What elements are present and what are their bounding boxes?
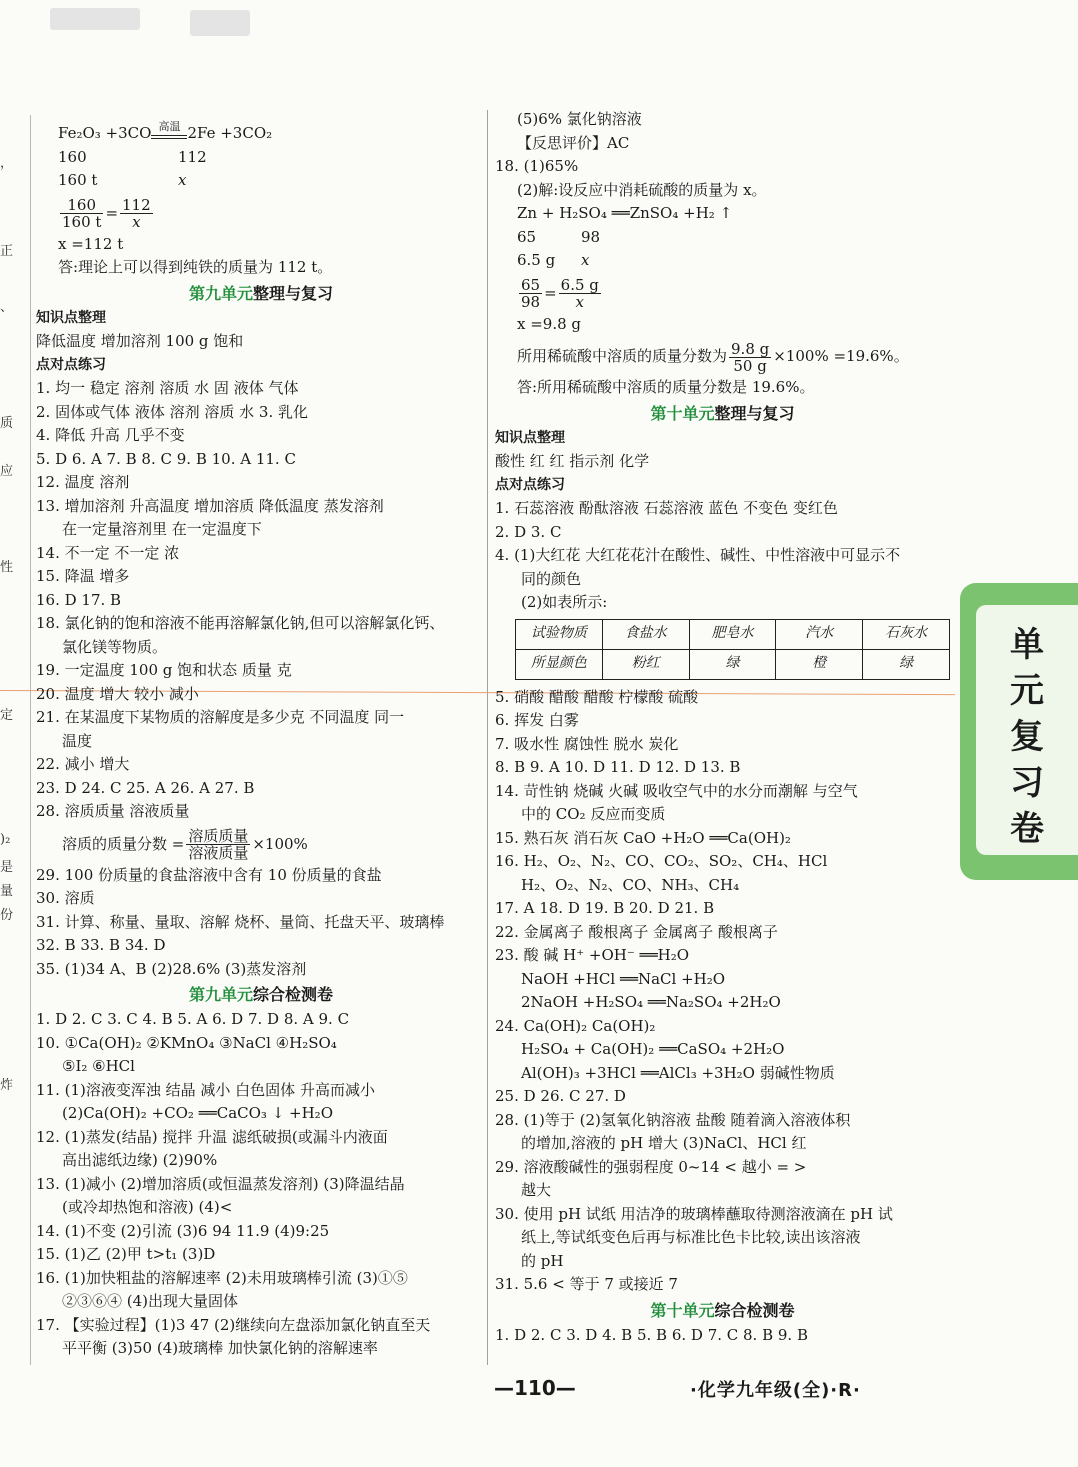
edge-fragment: 炸	[0, 1078, 14, 1093]
tab-char: 单	[1010, 625, 1044, 665]
edge-fragment: 应	[0, 464, 14, 479]
answer-line: 5. D 6. A 7. B 8. C 9. B 10. A 11. C	[36, 449, 296, 468]
answer-line: 22. 金属离子 酸根离子 金属离子 酸根离子	[495, 922, 778, 941]
tab-char: 复	[1010, 717, 1044, 757]
answer-line: 30. 使用 pH 试纸 用洁净的玻璃棒蘸取待测溶液滴在 pH 试	[495, 1204, 893, 1223]
answer-line: 中的 CO₂ 反应而变质	[521, 805, 666, 823]
answer-line: 10. ①Ca(OH)₂ ②KMnO₄ ③NaCl ④H₂SO₄	[36, 1033, 337, 1052]
answer-line: 20. 温度 增大 较小 减小	[36, 684, 199, 703]
answer-line: 温度	[62, 731, 93, 750]
answer-line: 答:所用稀硫酸中溶质的质量分数是 19.6%。	[517, 378, 815, 396]
tab-char: 元	[1010, 671, 1044, 711]
answer-line: 17. 【实验过程】(1)3 47 (2)继续向左盘添加氯化钠直至天	[36, 1315, 431, 1334]
answer-line: 【反思评价】AC	[517, 133, 630, 152]
heading-title: 整理与复习	[253, 283, 334, 303]
answer-line: 6. 挥发 白雾	[495, 711, 579, 729]
answer-line: 平平衡 (3)50 (4)玻璃棒 加快氯化钠的溶解速率	[62, 1339, 378, 1357]
fraction	[186, 828, 250, 861]
answer-line: 29. 溶液酸碱性的强弱程度 0~14 < 越小 = >	[495, 1157, 807, 1176]
answer-line: (2)如表所示:	[521, 593, 608, 611]
proportion-line: $\frac{65}{98}$ = $\frac{6.5 g}{x}$	[521, 276, 599, 311]
answer-line: (或冷却热饱和溶液) (4)<	[62, 1198, 233, 1216]
ratio-value: 160	[58, 147, 87, 166]
answer-line: 17. A 18. D 19. B 20. D 21. B	[495, 899, 715, 917]
equation-line: Zn + H₂SO₄ ══ZnSO₄ +H₂ ↑	[517, 204, 733, 222]
answer-line: 氯化镁等物质。	[62, 637, 168, 656]
ratio-value: 98	[581, 227, 601, 246]
answer-line: 25. D 26. C 27. D	[495, 1087, 626, 1105]
answer-line: 1. 石蕊溶液 酚酞溶液 石蕊溶液 蓝色 不变色 变红色	[495, 499, 838, 517]
answer-line: 纸上,等试纸变色后再与标准比色卡比较,读出该溶液	[521, 1228, 861, 1246]
reaction-arrow	[151, 120, 187, 139]
answer-line: 12. (1)蒸发(结晶) 搅拌 升温 滤纸破损(或漏斗内液面	[36, 1127, 388, 1146]
answer-line: 31. 5.6 < 等于 7 或接近 7	[495, 1275, 678, 1293]
answer-line: 35. (1)34 A、B (2)28.6% (3)蒸发溶剂	[36, 959, 307, 978]
ratio-value: 65	[517, 227, 537, 246]
section-heading	[36, 280, 486, 307]
subheading: 知识点整理	[36, 309, 106, 326]
answer-line: 11. (1)溶液变浑浊 结晶 减小 白色固体 升高而减小	[36, 1080, 375, 1099]
fraction	[120, 197, 153, 230]
answer-line: NaOH +HCl ══NaCl +H₂O	[521, 969, 726, 988]
table-cell: 试验物质	[516, 619, 603, 649]
edge-fragment: 正	[0, 244, 14, 259]
numerator: 6.5 g	[560, 276, 599, 294]
denominator: 溶液质量	[188, 844, 249, 862]
ratio-value: 6.5 g	[517, 251, 556, 269]
answer-line: 14. (1)不变 (2)引流 (3)6 94 11.9 (4)9:25	[36, 1221, 330, 1240]
section-heading	[495, 400, 950, 427]
table-row	[516, 619, 950, 649]
answer-line: 13. (1)减小 (2)增加溶质(或恒温蒸发溶剂) (3)降温结晶	[36, 1174, 405, 1193]
answer-line: 13. 增加溶剂 升高温度 增加溶质 降低温度 蒸发溶剂	[36, 496, 384, 515]
answer-line: 18. (1)65%	[495, 157, 579, 175]
answer-line: 2. D 3. C	[495, 522, 562, 541]
equation-reactants: Fe₂O₃ +3CO	[58, 124, 152, 142]
formula-suffix: ×100%	[252, 834, 308, 853]
answer-line: 高出滤纸边缘) (2)90%	[62, 1151, 218, 1169]
answer-line: 5. 硝酸 醋酸 醋酸 柠檬酸 硫酸	[495, 687, 699, 706]
left-margin-line	[30, 115, 31, 1365]
answer-line: 2NaOH +H₂SO₄ ══Na₂SO₄ +2H₂O	[521, 993, 781, 1011]
answer-line: x =112 t	[58, 234, 124, 253]
answer-line: H₂、O₂、N₂、CO、NH₃、CH₄	[521, 875, 740, 894]
denominator: x	[132, 213, 141, 231]
table-cell: 所显颜色	[516, 649, 603, 679]
equation-line	[36, 122, 486, 146]
answer-line: (2)Ca(OH)₂ +CO₂ ══CaCO₃ ↓ +H₂O	[62, 1104, 333, 1122]
edge-fragment: 份	[0, 908, 14, 923]
right-column	[495, 108, 950, 1347]
fraction	[60, 197, 103, 230]
edge-fragment: ，	[0, 156, 14, 171]
edge-fragment: 、	[0, 300, 14, 315]
table-cell: 绿	[863, 649, 950, 679]
formula-line	[36, 824, 486, 864]
page-number: —110—	[494, 1376, 576, 1400]
answer-line: 14. 苛性钠 烧碱 火碱 吸收空气中的水分而潮解 与空气	[495, 781, 858, 800]
heading-unit: 第十单元	[650, 403, 715, 423]
denominator: 98	[521, 293, 541, 311]
ratio-line	[36, 146, 486, 170]
answer-line: ⑤I₂ ⑥HCl	[62, 1057, 135, 1075]
subheading: 知识点整理	[495, 429, 565, 446]
answer-line: 15. 降温 增多	[36, 567, 130, 585]
heading-title: 整理与复习	[714, 403, 795, 423]
formula-suffix: ×100% =19.6%。	[773, 347, 909, 365]
tab-char: 卷	[1010, 809, 1044, 849]
fraction	[559, 277, 601, 310]
subheading: 点对点练习	[495, 476, 565, 493]
answer-line: 31. 计算、称量、量取、溶解 烧杯、量筒、托盘天平、玻璃棒	[36, 912, 445, 931]
answer-line: 12. 温度 溶剂	[36, 473, 130, 491]
answer-line: 16. H₂、O₂、N₂、CO、CO₂、SO₂、CH₄、HCl	[495, 852, 828, 870]
answer-line: 15. 熟石灰 消石灰 CaO +H₂O ══Ca(OH)₂	[495, 828, 791, 847]
tab-label-panel	[976, 605, 1078, 855]
answer-line: 22. 减小 增大	[36, 755, 130, 773]
ratio-line	[495, 249, 950, 273]
answer-line: 29. 100 份质量的食盐溶液中含有 10 份质量的食盐	[36, 865, 382, 884]
answer-line: 4. (1)大红花 大红花花汁在酸性、碱性、中性溶液中可显示不	[495, 546, 901, 564]
tab-char: 习	[1010, 763, 1044, 803]
section-heading	[36, 981, 486, 1008]
answer-line: 1. D 2. C 3. D 4. B 5. B 6. D 7. C 8. B 9. B	[495, 1325, 808, 1344]
answer-line: Al(OH)₃ +3HCl ══AlCl₃ +3H₂O 弱碱性物质	[521, 1063, 835, 1082]
answer-line: 15. (1)乙 (2)甲 t>t₁ (3)D	[36, 1245, 216, 1263]
table-row	[516, 649, 950, 679]
ratio-value: 160 t	[58, 171, 98, 189]
heading-title: 综合检测卷	[253, 985, 334, 1004]
table-cell: 食盐水	[602, 619, 689, 649]
column-divider	[487, 110, 488, 1365]
answer-line: 23. 酸 碱 H⁺ +OH⁻ ══H₂O	[495, 946, 690, 964]
book-title: ·化学九年级(全)·R·	[690, 1380, 861, 1401]
numerator: 65	[521, 276, 541, 294]
answer-line: 16. (1)加快粗盐的溶解速率 (2)未用玻璃棒引流 (3)①⑤	[36, 1268, 408, 1287]
answer-line: 32. B 33. B 34. D	[36, 936, 166, 954]
table-cell: 肥皂水	[689, 619, 776, 649]
answer-line: 16. D 17. B	[36, 590, 122, 609]
heading-unit: 第九单元	[188, 283, 253, 303]
answer-line: 23. D 24. C 25. A 26. A 27. B	[36, 778, 255, 797]
unit-review-tab	[960, 583, 1078, 880]
answer-line: 28. (1)等于 (2)氢氧化钠溶液 盐酸 随着滴入溶液体积	[495, 1110, 851, 1129]
edge-fragment: 定	[0, 708, 14, 723]
answer-line: 18. 氯化钠的饱和溶液不能再溶解氯化钠,但可以溶解氯化钙、	[36, 614, 445, 632]
ratio-value: 112	[178, 147, 207, 166]
equation-products: 2Fe +3CO₂	[187, 124, 273, 142]
answer-line: 答:理论上可以得到纯铁的质量为 112 t。	[58, 258, 333, 276]
numerator: 溶质质量	[188, 827, 249, 845]
table-cell: 粉红	[602, 649, 689, 679]
answer-line: H₂SO₄ + Ca(OH)₂ ══CaSO₄ +2H₂O	[521, 1040, 785, 1058]
heading-unit: 第十单元	[650, 1300, 715, 1320]
ratio-line	[36, 169, 486, 193]
table-cell: 汽水	[776, 619, 863, 649]
formula-label: 溶质的质量分数 =	[62, 834, 185, 853]
answer-line: 同的颜色	[521, 569, 582, 588]
scan-artifact	[40, 0, 280, 40]
fraction	[729, 341, 771, 374]
answer-line: 2. 固体或气体 液体 溶剂 溶质 水 3. 乳化	[36, 402, 309, 421]
edge-fragment: 是	[0, 860, 14, 875]
answer-line: 越大	[521, 1181, 552, 1199]
answer-line: 14. 不一定 不一定 浓	[36, 543, 180, 562]
edge-fragment: 性	[0, 560, 14, 575]
answer-line: 的增加,溶液的 pH 增大 (3)NaCl、HCl 红	[521, 1134, 807, 1152]
answer-line: 在一定量溶剂里 在一定温度下	[62, 520, 262, 538]
proportion-line: $\frac{160}{160 t}$ = $\frac{112}{x}$	[62, 196, 151, 231]
edge-fragment: 量	[0, 884, 14, 899]
answer-line: ②③⑥④ (4)出现大量固体	[62, 1292, 239, 1310]
table-cell: 橙	[776, 649, 863, 679]
subheading: 点对点练习	[36, 356, 106, 373]
numerator: 112	[122, 196, 151, 214]
answer-line: 1. 均一 稳定 溶剂 溶质 水 固 液体 气体	[36, 379, 299, 397]
answer-line: 1. D 2. C 3. C 4. B 5. A 6. D 7. D 8. A 9. C	[36, 1010, 350, 1028]
answer-line: 28. 溶质质量 溶液质量	[36, 802, 190, 820]
answer-line: 21. 在某温度下某物质的溶解度是多少克 不同温度 同一	[36, 708, 405, 726]
answer-line: 降低温度 增加溶剂 100 g 饱和	[36, 332, 244, 350]
denominator: 160 t	[62, 213, 102, 231]
fraction	[519, 277, 542, 310]
answer-line: 8. B 9. A 10. D 11. D 12. D 13. B	[495, 758, 741, 776]
color-result-table	[515, 619, 950, 680]
answer-line: 7. 吸水性 腐蚀性 脱水 炭化	[495, 734, 679, 753]
ratio-value: x	[581, 251, 590, 269]
table-cell: 绿	[689, 649, 776, 679]
ratio-line	[495, 226, 950, 250]
table-cell: 石灰水	[863, 619, 950, 649]
ratio-value: x	[178, 171, 187, 189]
formula-label: 所用稀硫酸中溶质的质量分数为	[517, 347, 728, 365]
denominator: 50 g	[733, 356, 767, 375]
edge-fragment: 质	[0, 416, 14, 431]
heading-unit: 第九单元	[188, 985, 253, 1004]
numerator: 160	[60, 197, 103, 214]
answer-line: 19. 一定温度 100 g 饱和状态 质量 克	[36, 661, 292, 679]
section-heading	[495, 1297, 950, 1324]
formula-line	[495, 336, 950, 376]
numerator: 9.8 g	[731, 339, 770, 358]
answer-line: 4. 降低 升高 几乎不变	[36, 426, 185, 444]
answer-line: x =9.8 g	[517, 314, 582, 333]
answer-line: (5)6% 氯化钠溶液	[517, 110, 642, 128]
heading-title: 综合检测卷	[714, 1300, 795, 1320]
denominator: x	[575, 293, 585, 311]
edge-fragment: )₂	[0, 832, 11, 847]
answer-line: (2)解:设反应中消耗硫酸的质量为 x。	[517, 180, 767, 199]
answer-line: 30. 溶质	[36, 889, 95, 907]
answer-line: 酸性 红 红 指示剂 化学	[495, 452, 650, 470]
left-column	[36, 122, 486, 1361]
answer-line: 24. Ca(OH)₂ Ca(OH)₂	[495, 1016, 656, 1035]
answer-line: 的 pH	[521, 1251, 564, 1270]
reaction-condition: 高温	[158, 120, 181, 133]
